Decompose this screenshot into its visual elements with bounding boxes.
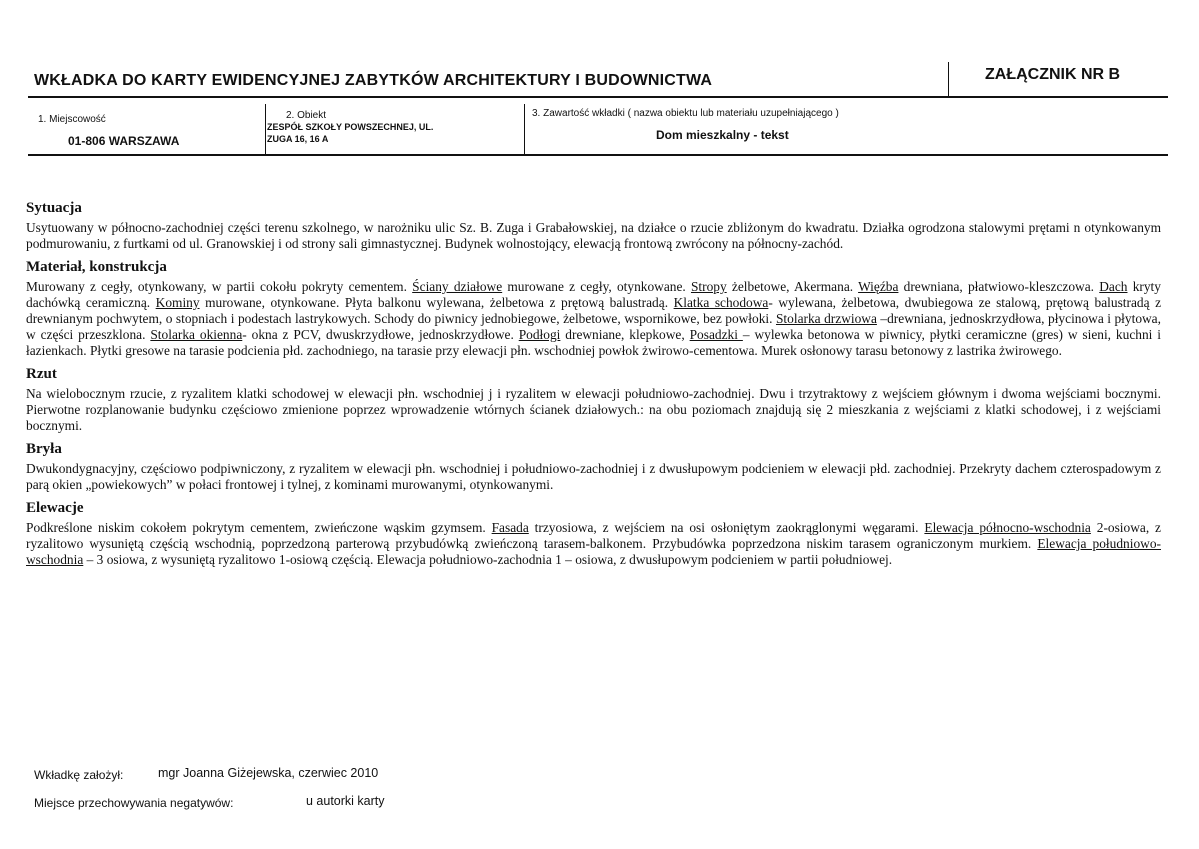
term-wiezba: Więźba bbox=[858, 279, 899, 294]
term-kominy: Kominy bbox=[155, 295, 200, 310]
section-text-material: Murowany z cegły, otynkowany, w partii cokołu pokryty cementem. Ściany działowe murowane z cegły, otynkowane. Stropy żelbetowe, Akermana. Więźba drewniana, płatwiowo-kleszczowa. Dach kryty dachówką ceramiczną. Kominy murowane, otynkowane. Płyta balkonu wylewana, żelbetowa z prętową balustradą. Klatka schodowa- wylewana, żelbetowa, dwubiegowa ze stalową, prętową balustradą z drewnianym pochwytem, o stopniach i podestach lastrykowych. Schody do piwnicy jednobiegowe, żelbetowe, wspornikowe, bez powłoki. Stolarka drzwiowa –drewniana, jednoskrzydłowa, płycinowa i płytowa, w części przeszklona. Stolarka okienna- okna z PCV, dwuskrzydłowe, jednoskrzydłowe. Podłogi drewniane, klepkowe, Posadzki – wylewka betonowa w piwnicy, płytki ceramiczne (gres) w sieni, kuchni i łazienkach. Płytki gresowe na tarasie podcienia płd. zachodniego, na tarasie przy elewacji płn. wschodniej powłok żwirowo-cementowa. Murek osłonowy tarasu betonowy z lastrika żwirowego. bbox=[26, 279, 1162, 358]
storage-value: u autorki karty bbox=[306, 794, 385, 808]
object-value-line1: ZESPÓŁ SZKOŁY POWSZECHNEJ, UL. bbox=[267, 122, 434, 132]
author-value: mgr Joanna Giżejewska, czerwiec 2010 bbox=[158, 766, 379, 780]
header-rule bbox=[28, 96, 1168, 98]
field-divider-1 bbox=[265, 104, 266, 154]
object-value-line2: ZUGA 16, 16 A bbox=[267, 134, 329, 144]
term-stolarka-drzwiowa: Stolarka drzwiowa bbox=[775, 311, 877, 326]
locality-label: 1. Miejscowość bbox=[38, 114, 106, 125]
section-heading-elewacje: Elewacje bbox=[26, 500, 84, 516]
storage-label: Miejsce przechowywania negatywów: bbox=[34, 796, 234, 810]
term-elewacja-pn-wsch: Elewacja północno-wschodnia bbox=[924, 520, 1091, 535]
term-stolarka-okienna: Stolarka okienna bbox=[150, 327, 243, 342]
header-divider bbox=[948, 62, 949, 96]
term-sciany-dzialowe: Ściany działowe bbox=[412, 279, 503, 294]
content-label: 3. Zawartość wkładki ( nazwa obiektu lub materiału uzupełniającego ) bbox=[532, 108, 839, 119]
section-text-elewacje: Podkreślone niskim cokołem pokrytym cementem, zwieńczone wąskim gzymsem. Fasada trzyosiowa, z wejściem na osi osłoniętym zaokrąglonymi węgarami. Elewacja północno-wschodnia 2-osiowa, z ryzalitowo wysuniętą częścią wschodnią, poprzedzoną parterową przybudówką zwieńczoną tarasem-balkonem. Przybudówka poprzedzona niskim tarasem ograniczonym murkiem. Elewacja południowo-wschodnia – 3 osiowa, z wysuniętą ryzalitowo 1-osiową częścią. Elewacja południowo-zachodnia 1 – osiowa, z dwusłupowym podcieniem w partii południowej. bbox=[26, 520, 1161, 567]
author-label: Wkładkę założył: bbox=[34, 768, 124, 782]
locality-value: 01-806 WARSZAWA bbox=[68, 134, 180, 148]
object-label: 2. Obiekt bbox=[286, 110, 327, 121]
section-text-bryla: Dwukondygnacyjny, częściowo podpiwniczony, z ryzalitem w elewacji płn. wschodniej i południowo-zachodniej i z dwusłupowym podcieniem w elewacji płd. zachodniej. Przekryty dachem czterospadowym z parą okien „powiekowych” w połaci frontowej i tylnej, z kominami murowanymi, otynkowanymi. bbox=[26, 461, 1161, 492]
section-heading-material: Materiał, konstrukcja bbox=[26, 259, 167, 275]
term-podlogi: Podłogi bbox=[518, 327, 561, 342]
term-elewacja-pd-wsch: Elewacja południowo-wschodnia bbox=[26, 536, 1161, 567]
term-klatka-schodowa: Klatka schodowa bbox=[673, 295, 769, 310]
term-dach: Dach bbox=[1099, 279, 1128, 294]
term-fasada: Fasada bbox=[491, 520, 529, 535]
term-posadzki: Posadzki bbox=[689, 327, 743, 342]
content-value: Dom mieszkalny - tekst bbox=[656, 128, 789, 142]
attachment-number: ZAŁĄCZNIK NR B bbox=[985, 66, 1121, 83]
fields-rule bbox=[28, 154, 1168, 156]
section-text-sytuacja: Usytuowany w północno-zachodniej części terenu szkolnego, w narożniku ulic Sz. B. Zuga i Grabałowskiej, na działce o rzucie zbliżonym do kwadratu. Działka ogrodzona stalowymi prętami n otynkowanym podmurowaniu, z furtkami od ul. Granowskiej i od strony sali gimnastycznej. Budynek wolnostojący, elewacją frontową zwrócony na północny-zachód. bbox=[26, 220, 1161, 251]
section-text-rzut: Na wielobocznym rzucie, z ryzalitem klatki schodowej w elewacji płn. wschodniej j i ryzalitem w elewacji południowo-zachodniej. Dwu i trzytraktowy z wejściem głównym i dwoma wejściami bocznymi. Pierwotne rozplanowanie budynku częściowo zmienione poprzez wprowadzenie wtórnych ścianek działowych.: na obu poziomach znajdują się 2 mieszkania z wejściami z klatki schodowej, i z wejściami bocznymi. bbox=[26, 386, 1161, 433]
section-heading-bryla: Bryła bbox=[26, 441, 62, 457]
document-body bbox=[26, 200, 1161, 575]
document-title: WKŁADKA DO KARTY EWIDENCYJNEJ ZABYTKÓW ARCHITEKTURY I BUDOWNICTWA bbox=[34, 72, 713, 89]
section-heading-rzut: Rzut bbox=[26, 366, 57, 382]
term-stropy: Stropy bbox=[690, 279, 727, 294]
section-heading-sytuacja: Sytuacja bbox=[26, 200, 82, 216]
field-divider-2 bbox=[524, 104, 525, 154]
